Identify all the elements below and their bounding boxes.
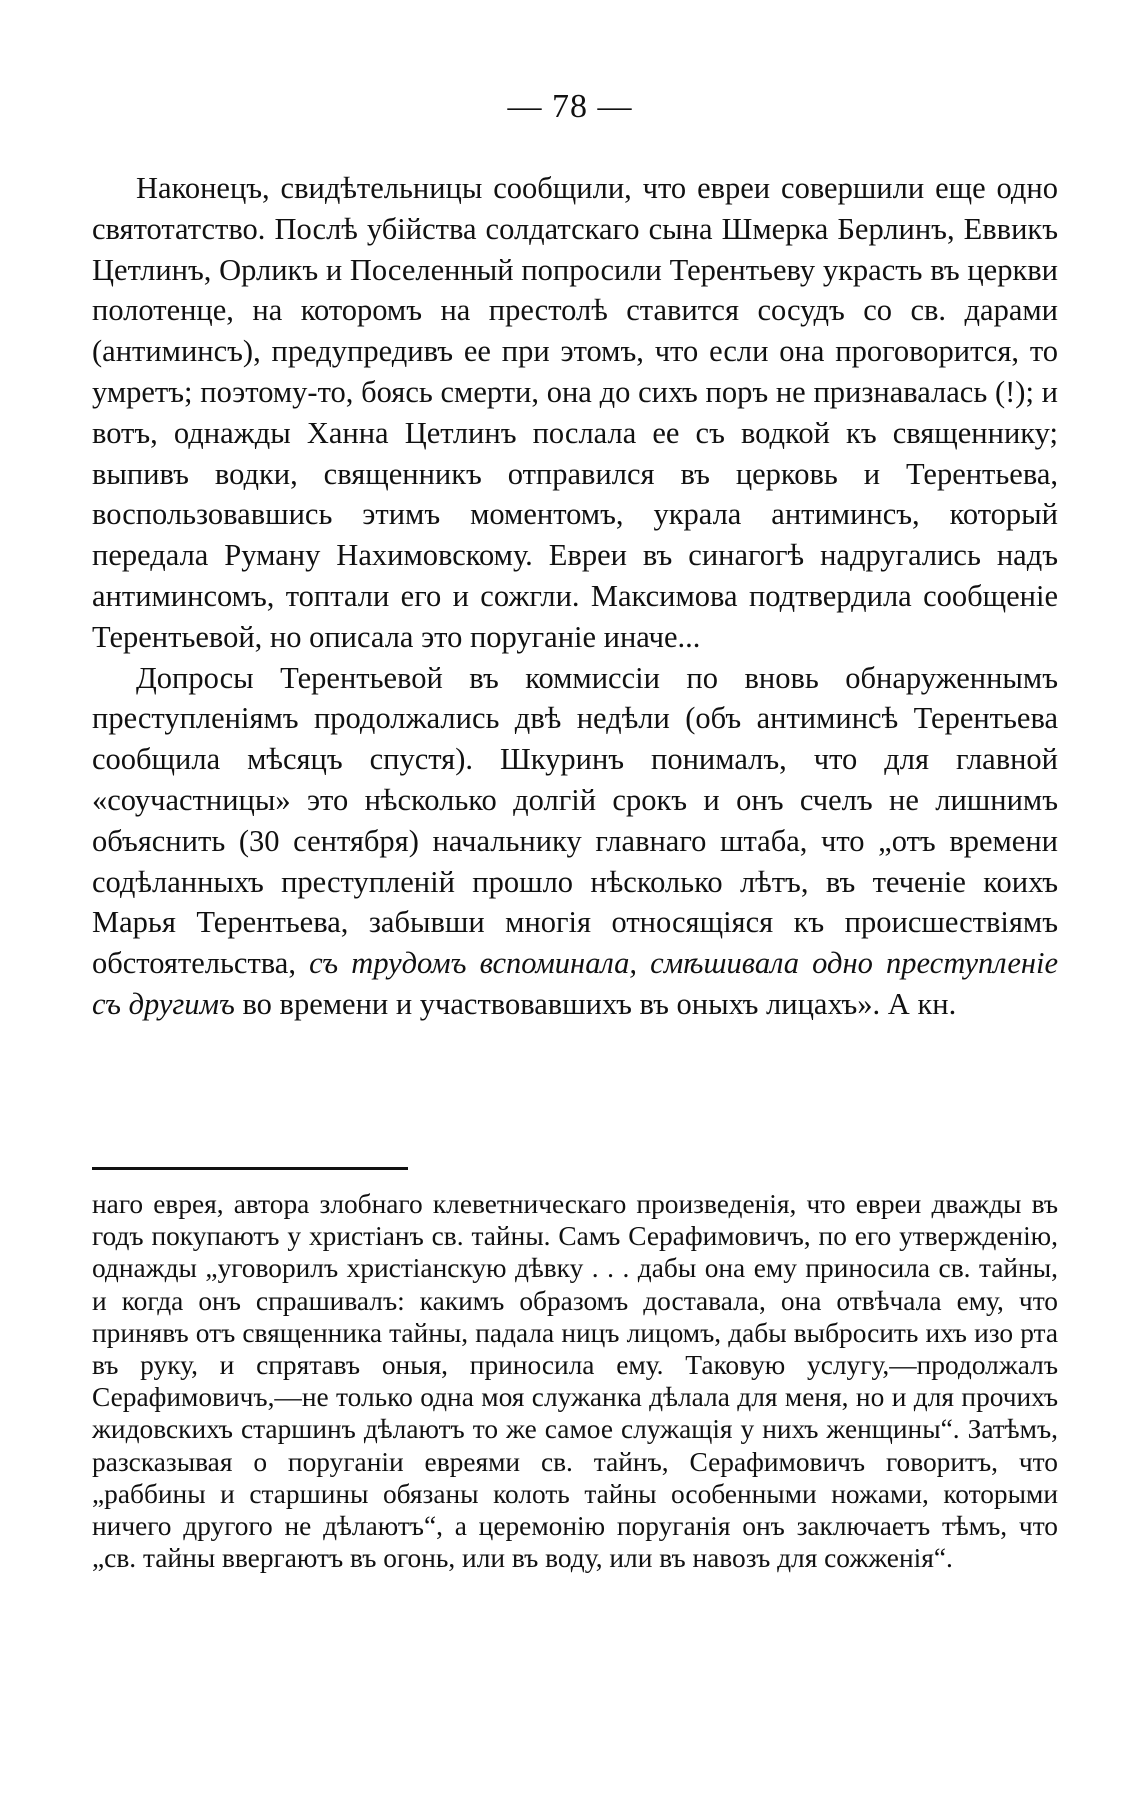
page-number: — 78 — (507, 88, 633, 125)
main-text (92, 168, 1058, 1025)
paragraph-2 (92, 658, 1058, 1025)
paragraph-1: Наконецъ, свидѣтельницы сообщили, что евреи совершили еще одно святотатство. Послѣ убійства солдатскаго сына Шмерка Берлинъ, Еввикъ Цетлинъ, Орликъ и Поселенный попросили Терентьеву украсть въ церкви полотенце, на которомъ на престолѣ ставится сосудъ со св. дарами (антиминсъ), предупредивъ ее при этомъ, что если она проговорится, то умретъ; поэтому-то, боясь смерти, она до сихъ поръ не признавалась (!); и вотъ, однажды Ханна Цетлинъ послала ее съ водкой къ священнику; выпивъ водки, священникъ отправился въ церковь и Терентьева, воспользовавшись этимъ моментомъ, украла антиминсъ, который передала Руману Нахимовскому. Евреи въ синагогѣ надругались надъ антиминсомъ, топтали его и сожгли. Максимова подтвердила сообщеніе Терентьевой, но описала это поруганіе иначе... (92, 171, 1058, 654)
footnote-text: наго еврея, автора злобнаго клеветническаго произведенія, что евреи дважды въ годъ покупаютъ у христіанъ св. тайны. Самъ Серафимовичъ, по его утвержденію, однажды „уговорилъ христіанскую дѣвку . . . дабы она ему приносила св. тайны, и когда онъ спрашивалъ: какимъ образомъ доставала, она отвѣчала ему, что принявъ отъ священника тайны, падала ницъ лицомъ, дабы выбросить ихъ изо рта въ руку, и спрятавъ оныя, приносила ему. Таковую услугу,—продолжалъ Серафимовичъ,—не только одна моя служанка дѣлала для меня, но и для прочихъ жидовскихъ старшинъ дѣлаютъ то же самое служащія у нихъ женщины“. Затѣмъ, разсказывая о поруганіи евреями св. тайнъ, Серафимовичъ говоритъ, что „раббины и старшины обязаны колоть тайны особенными ножами, которыми ничего другого не дѣлаютъ“, а церемонію поруганія онъ заключаетъ тѣмъ, что „св. тайны ввергаютъ въ огонь, или въ воду, или въ навозъ для сожженія“. (92, 1189, 1058, 1574)
footnote (92, 1188, 1058, 1574)
paragraph-2-start: Допросы Терентьевой въ коммиссіи по вновь обнаруженнымъ преступленіямъ продолжались двѣ недѣли (объ антиминсѣ Терентьева сообщила мѣсяцъ спустя). Шкуринъ понималъ, что для главной «соучастницы» это нѣсколько долгій срокъ и онъ счелъ не лишнимъ объяснить (30 сентября) начальнику главнаго штаба, что „отъ времени содѣланныхъ преступленій прошло нѣсколько лѣтъ, въ теченіе коихъ Марья Терентьева, забывши многія относящіяся къ происшествіямъ обстоятельства, (92, 660, 1058, 981)
paragraph-2-end: во времени и участвовавшихъ въ оныхъ лицахъ». А кн. (234, 986, 957, 1021)
footnote-divider (92, 1167, 408, 1170)
paragraph-2-italic: съ трудомъ вспоминала, смѣшивала одно преступленіе съ другимъ (92, 946, 1058, 1021)
